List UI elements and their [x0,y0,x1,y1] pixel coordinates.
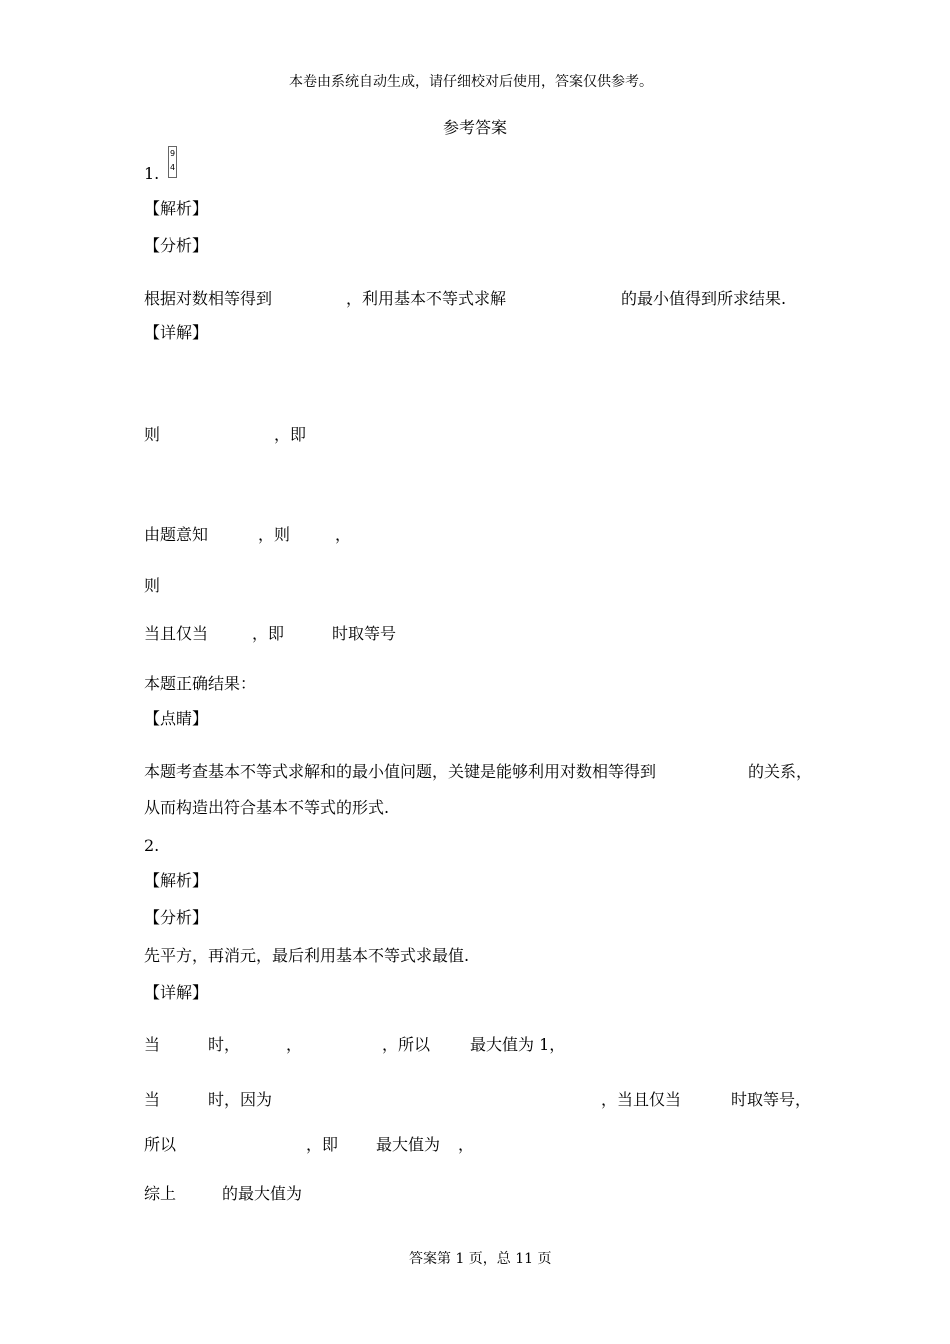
q1-detail-line2-a: 由题意知 [144,525,209,544]
q1-detail-line1-a: 则 [144,425,161,444]
question-1-number: 1. [144,164,160,183]
q2-line1-b: 时， [208,1035,241,1054]
q1-detail-line4-a: 当且仅当 [144,624,209,643]
q1-detail-line3: 则 [144,576,161,595]
q1-result-label: 本题正确结果： [144,674,257,693]
question-2-number: 2. [144,836,160,855]
question-1-answer-fraction [168,146,177,178]
q2-line2-b: 时，因为 [208,1090,273,1109]
q1-tag-dianjing: 【点睛】 [144,709,209,728]
q2-line2-a: 当 [144,1090,161,1109]
q1-tag-jiexi: 【解析】 [144,199,209,218]
q1-comment-part-b: 的关系， [748,762,813,781]
q1-detail-line4-c: 时取等号 [332,624,397,643]
q1-tag-xiangjie: 【详解】 [144,323,209,342]
fraction-denominator: 4 [169,163,176,172]
q2-line1-e: 最大值为 1， [470,1035,566,1054]
q1-detail-line2-b: ，则 [258,525,291,544]
q1-detail-line4-b: ，即 [252,624,285,643]
q1-analysis-part-c: 的最小值得到所求结果. [621,289,787,308]
document-title: 参考答案 [443,118,508,137]
q1-analysis-part-b: ，利用基本不等式求解 [346,289,507,308]
q1-tag-fenxi: 【分析】 [144,236,209,255]
q1-detail-line1-b: ，即 [274,425,307,444]
q2-tag-jiexi: 【解析】 [144,871,209,890]
page-header: 本卷由系统自动生成，请仔细校对后使用，答案仅供参考。 [289,74,653,90]
q2-tag-xiangjie: 【详解】 [144,983,209,1002]
q2-line3-a: 所以 [144,1135,177,1154]
q2-line3-c: 最大值为 [376,1135,441,1154]
q1-comment-part-a: 本题考查基本不等式求解和的最小值问题，关键是能够利用对数相等得到 [144,762,657,781]
q1-analysis-part-a: 根据对数相等得到 [144,289,273,308]
q2-line3-b: ，即 [306,1135,339,1154]
q2-line4-a: 综上 [144,1184,177,1203]
page-footer: 答案第 1 页，总 11 页 [409,1251,552,1267]
q2-analysis: 先平方，再消元，最后利用基本不等式求最值. [144,946,470,965]
q2-line1-a: 当 [144,1035,161,1054]
fraction-numerator: 9 [169,149,176,158]
q2-line3-d: ， [458,1135,475,1154]
q2-line2-d: 时取等号， [731,1090,812,1109]
q1-comment-line2: 从而构造出符合基本不等式的形式. [144,798,390,817]
q2-line2-c: ，当且仅当 [601,1090,682,1109]
q2-tag-fenxi: 【分析】 [144,908,209,927]
q2-line1-d: ，所以 [382,1035,431,1054]
q2-line1-c: ， [286,1035,303,1054]
q2-line4-b: 的最大值为 [222,1184,303,1203]
q1-detail-line2-c: ， [335,525,352,544]
